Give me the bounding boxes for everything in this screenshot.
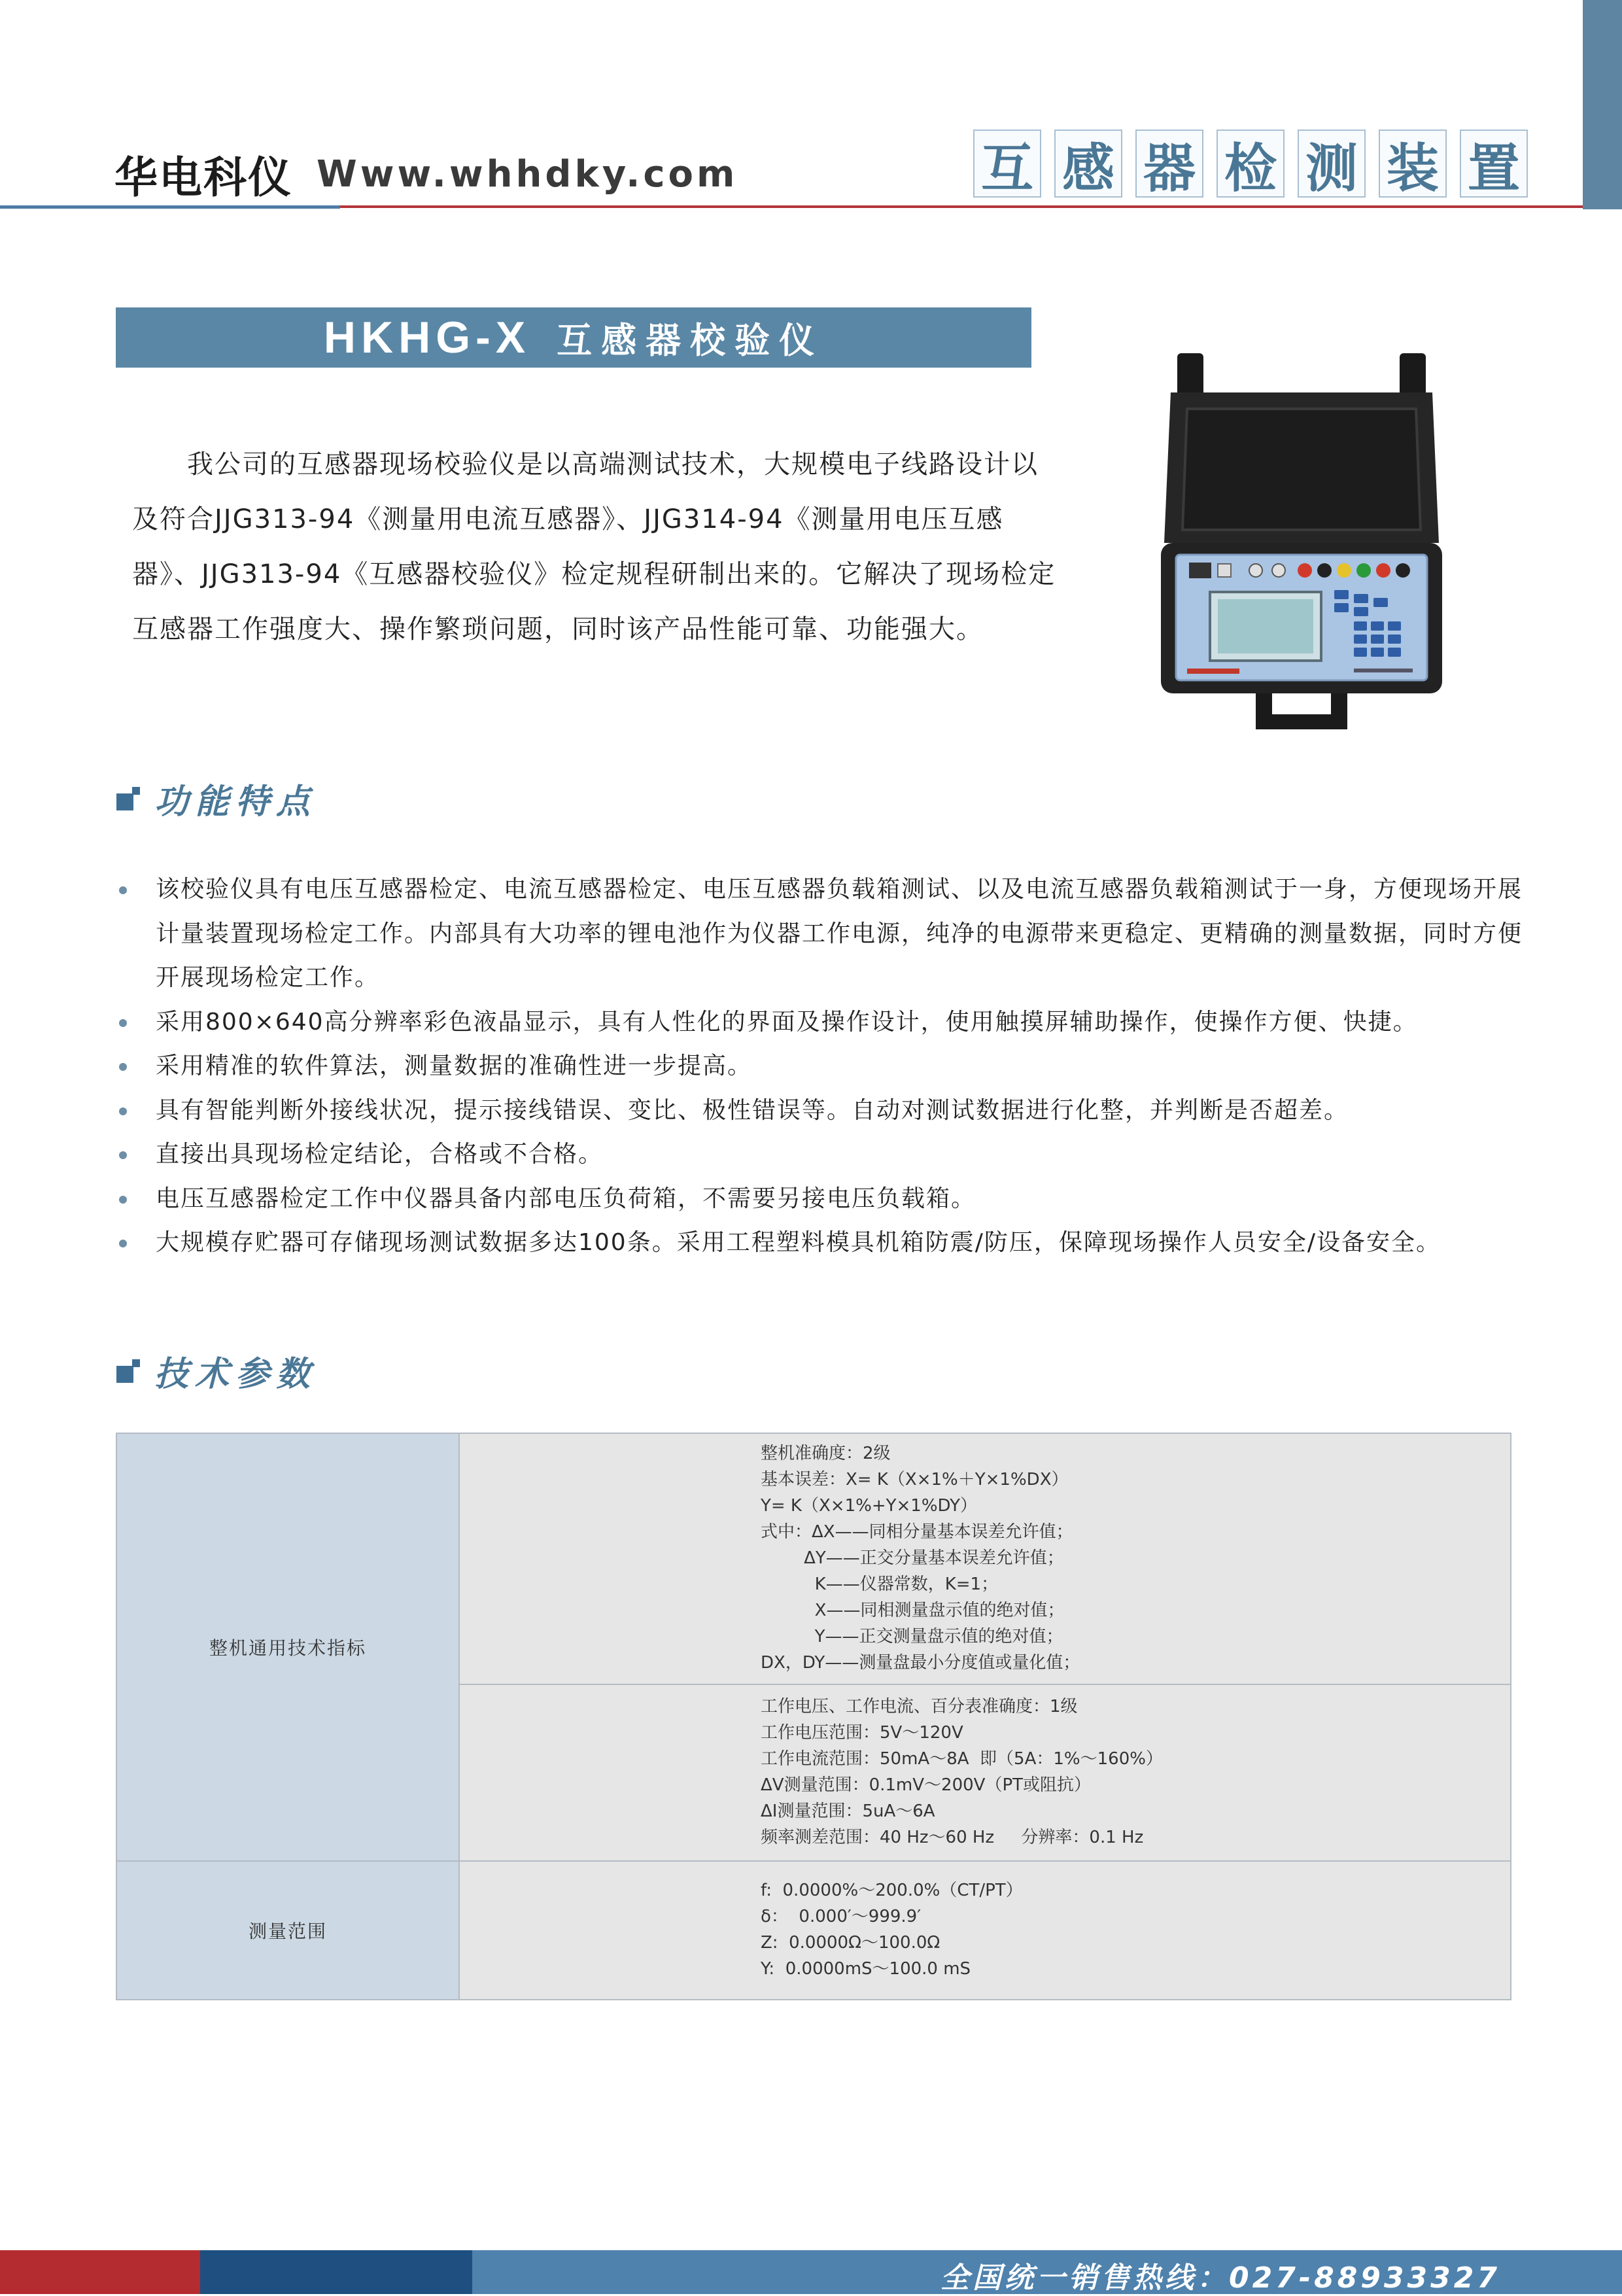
header-rule-red [340,205,1583,208]
series-char: 器 [1135,130,1203,198]
spec-line: Z: 0.0000Ω～100.0Ω [761,1933,940,1953]
spec-line: 工作电流范围：50mA～8A 即（5A：1%～160%） [761,1749,1163,1769]
series-title [973,130,1528,198]
measurement-range-label: 测量范围 [116,1861,459,2000]
feature-item [111,1044,1537,1088]
bullet-icon [119,1151,127,1159]
spec-table [116,1433,1511,2000]
general-spec-values [459,1433,1511,1684]
feature-text: 大规模存贮器可存储现场测试数据多达100条。采用工程塑料模具机箱防震/防压，保障现场操作人员安全/设备安全。 [156,1229,1441,1256]
spec-line: ΔI测量范围：5uA～6A [761,1801,935,1821]
features-list [111,867,1537,1265]
spec-line: DX，DY——测量盘最小分度值或量化值； [761,1653,1080,1673]
bullet-icon [119,1063,127,1071]
features-heading [116,774,317,823]
spec-line: 工作电压、工作电流、百分表准确度：1级 [761,1697,1078,1716]
feature-item [111,1088,1537,1133]
spec-line: 基本误差：X= K（X×1%＋Y×1%DX） [761,1470,1069,1489]
product-image [1158,347,1445,739]
spec-line: Y: 0.0000mS～100.0 mS [761,1959,971,1979]
bullet-icon [119,1240,127,1247]
series-char: 测 [1298,130,1366,198]
spec-line: ΔY——正交分量基本误差允许值； [761,1548,1064,1568]
params-heading [116,1346,317,1395]
brand-name: 华电科仪 [114,152,292,203]
series-char: 检 [1216,130,1285,198]
bullet-icon [119,1107,127,1115]
params-title: 技术参数 [154,1354,317,1394]
spec-line: K——仪器常数，K=1； [761,1574,999,1594]
spec-line: 式中：ΔX——同相分量基本误差允许值； [761,1522,1073,1542]
section-marker-icon [116,787,140,810]
footer-bar-dark [200,2250,472,2294]
bullet-icon [119,886,127,894]
spec-line: Y= K（X×1%+Y×1%DY） [761,1496,978,1516]
series-char: 感 [1054,130,1122,198]
spec-line: δ： 0.000′～999.9′ [761,1907,922,1926]
product-name: 互感器校验仪 [557,319,824,361]
spec-line: f: 0.0000%～200.0%（CT/PT） [761,1881,1023,1900]
intro-paragraph: 我公司的互感器现场校验仪是以高端测试技术，大规模电子线路设计以及符合JJG313-94《测量用电流互感器》、JJG314-94《测量用电压互感器》、JJG313-94《互感器校验仪》检定规程研制出来的。它解决了现场检定互感器工作强度大、操作繁琐问题，同时该产品性能可靠、功能强大。 [132,449,1056,644]
feature-item [111,1000,1537,1045]
bullet-icon [119,1196,127,1204]
spec-line: 整机准确度：2级 [761,1444,891,1463]
table-row [116,1861,1511,2000]
feature-text: 具有智能判断外接线状况，提示接线错误、变比、极性错误等。自动对测试数据进行化整，并判断是否超差。 [156,1096,1349,1124]
spec-line: X——同相测量盘示值的绝对值； [761,1601,1065,1620]
header-right-stripe [1583,0,1622,209]
feature-item [111,1177,1537,1221]
sales-hotline: 全国统一销售热线：027-88933327 [940,2261,1500,2295]
features-title: 功能特点 [154,782,317,822]
feature-text: 直接出具现场检定结论，合格或不合格。 [156,1141,604,1168]
section-marker-icon [116,1359,140,1383]
spec-line: Y——正交测量盘示值的绝对值； [761,1627,1063,1646]
feature-item [111,1132,1537,1177]
feature-text: 电压互感器检定工作中仪器具备内部电压负荷箱，不需要另接电压负载箱。 [156,1185,976,1212]
spec-line: 频率测差范围：40 Hz～60 Hz 分辨率：0.1 Hz [761,1828,1144,1847]
series-char: 互 [973,130,1041,198]
feature-text: 采用800×640高分辨率彩色液晶显示，具有人性化的界面及操作设计，使用触摸屏辅助操作，使操作方便、快捷。 [156,1008,1418,1035]
measurement-range-values [459,1861,1511,2000]
product-title-band [116,307,1031,368]
product-model: HKHG-X [323,313,531,362]
feature-item [111,867,1537,1000]
general-spec-label: 整机通用技术指标 [116,1433,459,1861]
spec-line: 工作电压范围：5V～120V [761,1723,963,1743]
feature-text: 采用精准的软件算法，测量数据的准确性进一步提高。 [156,1052,753,1079]
footer-bar-red [0,2250,200,2294]
feature-text: 该校验仪具有电压互感器检定、电流互感器检定、电压互感器负载箱测试、以及电流互感器负载箱测试于一身，方便现场开展计量装置现场检定工作。内部具有大功率的锂电池作为仪器工作电源，纯净的电源带来更稳定、更精确的测量数据，同时方便开展现场检定工作。 [156,876,1523,991]
working-range-values [459,1684,1511,1861]
series-char: 装 [1379,130,1447,198]
spec-line: ΔV测量范围：0.1mV～200V（PT或阻抗） [761,1775,1092,1795]
bullet-icon [119,1019,127,1027]
header-rule-blue [0,205,340,209]
feature-item [111,1221,1537,1265]
table-row [116,1433,1511,1684]
website-url[interactable]: Www.whhdky.com [317,153,738,196]
series-char: 置 [1460,130,1528,198]
